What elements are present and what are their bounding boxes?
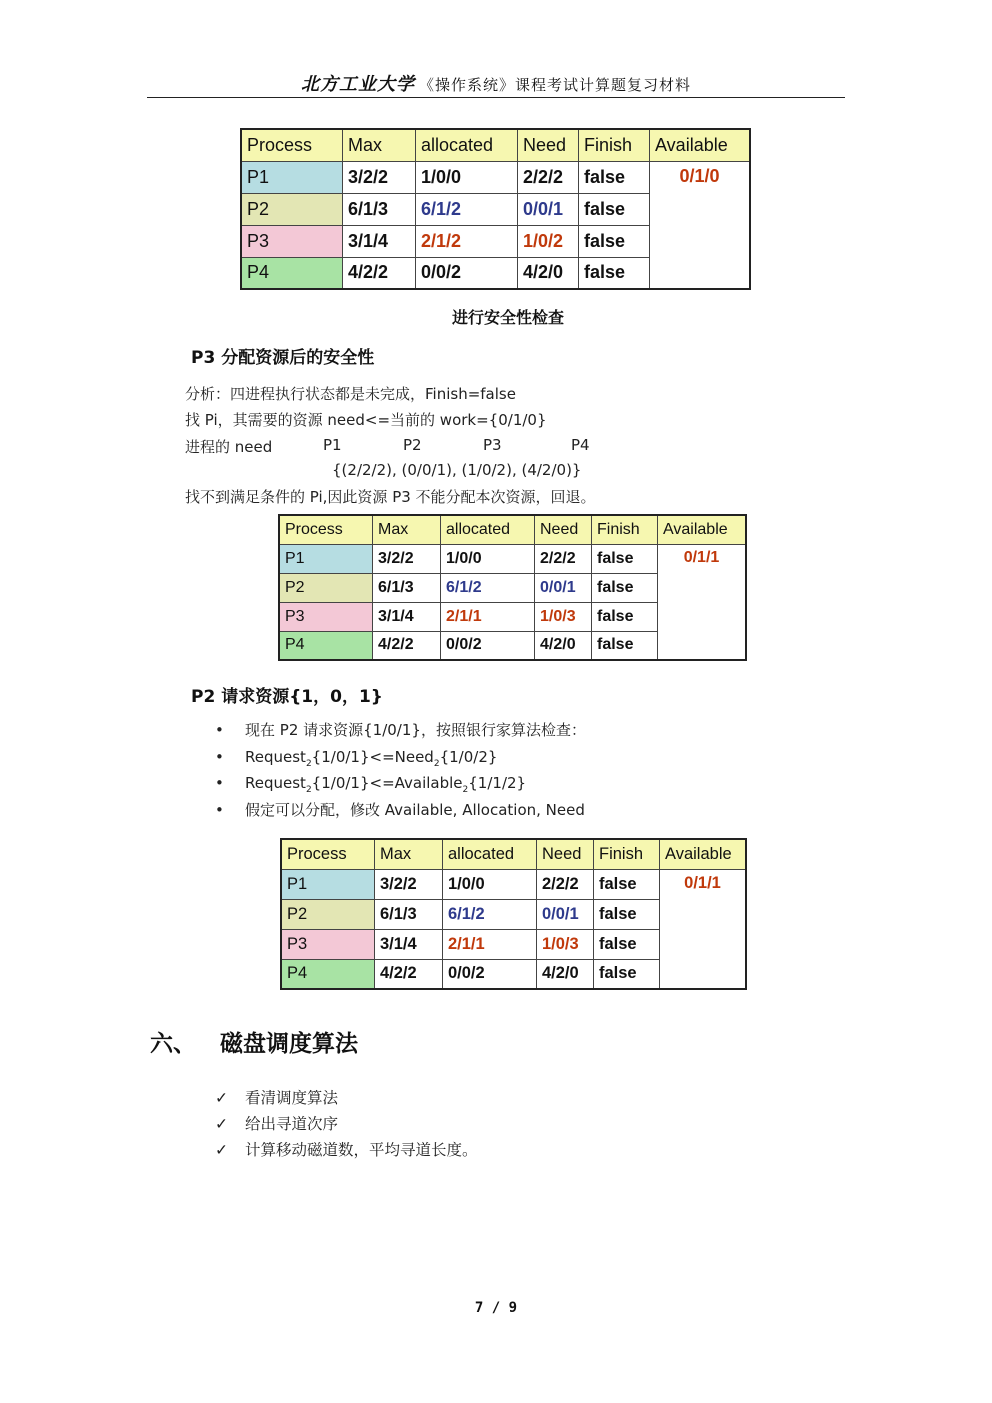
table-row	[281, 869, 746, 899]
col-process: Process	[281, 839, 375, 869]
max-cell: 3/2/2	[375, 869, 443, 899]
available-cell: 0/1/1	[658, 544, 747, 660]
bullet-text: {1/1/2}	[468, 774, 527, 792]
checklist	[215, 1087, 478, 1165]
allocated-cell: 6/1/2	[416, 193, 518, 225]
allocated-cell: 2/1/1	[443, 929, 537, 959]
process-cell: P2	[241, 193, 343, 225]
bullet-text: Request	[245, 747, 306, 766]
list-item	[215, 1139, 478, 1165]
col-allocated: allocated	[443, 839, 537, 869]
need-cell: 4/2/0	[518, 257, 579, 289]
col-finish: Finish	[579, 129, 650, 161]
checkmark-icon: ✓	[215, 1089, 228, 1107]
list-item	[215, 719, 586, 746]
table-header-row	[281, 839, 746, 869]
table-row	[279, 544, 746, 573]
finish-cell: false	[579, 193, 650, 225]
col-process: Process	[241, 129, 343, 161]
header-rule	[147, 97, 845, 98]
col-available: Available	[650, 129, 751, 161]
allocated-cell: 2/1/1	[441, 602, 535, 631]
max-cell: 3/1/4	[373, 602, 441, 631]
allocated-cell: 1/0/0	[416, 161, 518, 193]
bullet-text: {1/0/1}<=Need	[311, 747, 434, 766]
allocated-cell: 0/0/2	[416, 257, 518, 289]
finish-cell: false	[592, 602, 658, 631]
col-allocated: allocated	[416, 129, 518, 161]
process-cell: P4	[281, 959, 375, 989]
allocated-cell: 1/0/0	[443, 869, 537, 899]
banker-table-1	[240, 128, 751, 290]
need-p4-label: P4	[571, 436, 590, 454]
col-available: Available	[658, 515, 747, 544]
need-cell: 4/2/0	[535, 631, 592, 660]
max-cell: 4/2/2	[373, 631, 441, 660]
max-cell: 6/1/3	[343, 193, 416, 225]
section-heading-6	[150, 1025, 358, 1058]
col-finish: Finish	[592, 515, 658, 544]
checkmark-icon: ✓	[215, 1141, 228, 1159]
university-logo: 北方工业大学	[300, 74, 415, 95]
header-title: 《操作系统》课程考试计算题复习材料	[418, 76, 691, 94]
allocated-cell: 2/1/2	[416, 225, 518, 257]
checkmark-icon: ✓	[215, 1115, 228, 1133]
need-cell: 4/2/0	[537, 959, 594, 989]
col-need: Need	[537, 839, 594, 869]
process-cell: P4	[279, 631, 373, 660]
list-item	[215, 772, 586, 799]
max-cell: 4/2/2	[343, 257, 416, 289]
need-cell: 2/2/2	[518, 161, 579, 193]
list-item	[215, 1087, 478, 1113]
need-cell: 1/0/3	[535, 602, 592, 631]
max-cell: 6/1/3	[375, 899, 443, 929]
need-cell: 2/2/2	[537, 869, 594, 899]
col-need: Need	[535, 515, 592, 544]
subscript: 2	[462, 785, 469, 795]
section-title-p3: P3 分配资源后的安全性	[191, 348, 375, 368]
finish-cell: false	[592, 631, 658, 660]
process-cell: P2	[279, 573, 373, 602]
table-header-row	[279, 515, 746, 544]
list-item	[215, 799, 586, 826]
col-max: Max	[375, 839, 443, 869]
max-cell: 4/2/2	[375, 959, 443, 989]
need-cell: 0/0/1	[535, 573, 592, 602]
banker-table-3	[280, 838, 747, 990]
process-cell: P1	[281, 869, 375, 899]
need-p3-label: P3	[483, 436, 502, 454]
process-cell: P3	[281, 929, 375, 959]
analysis-text: 分析：四进程执行状态都是未完成，Finish=false	[185, 385, 516, 403]
process-cell: P2	[281, 899, 375, 929]
finish-cell: false	[594, 929, 660, 959]
table-row	[241, 161, 750, 193]
table-header-row	[241, 129, 750, 161]
bullet-icon: •	[215, 800, 224, 819]
allocated-cell: 0/0/2	[441, 631, 535, 660]
col-available: Available	[660, 839, 747, 869]
max-cell: 3/2/2	[343, 161, 416, 193]
finish-cell: false	[579, 225, 650, 257]
bullet-text: {1/0/1}<=Available	[311, 774, 463, 792]
checklist-text: 看清调度算法	[245, 1089, 339, 1107]
col-allocated: allocated	[441, 515, 535, 544]
finish-cell: false	[579, 257, 650, 289]
finish-cell: false	[594, 869, 660, 899]
page-header	[0, 70, 992, 96]
need-p1-label: P1	[323, 436, 342, 454]
need-label: 进程的 need	[185, 438, 273, 456]
need-values: {(2/2/2), (0/0/1), (1/0/2), (4/2/0)}	[332, 461, 582, 479]
bullet-text: 假定可以分配，修改 Available, Allocation, Need	[245, 800, 585, 819]
list-item	[215, 1113, 478, 1139]
bullet-text: Request	[245, 774, 306, 792]
bullet-icon: •	[215, 747, 224, 766]
subscript: 2	[305, 785, 312, 795]
banker-table-2	[278, 514, 747, 661]
need-cell: 1/0/3	[537, 929, 594, 959]
process-cell: P3	[279, 602, 373, 631]
finish-cell: false	[592, 544, 658, 573]
bullet-text: {1/0/2}	[439, 747, 498, 766]
allocated-cell: 6/1/2	[441, 573, 535, 602]
process-cell: P3	[241, 225, 343, 257]
checklist-text: 计算移动磁道数，平均寻道长度。	[245, 1141, 478, 1159]
finish-cell: false	[592, 573, 658, 602]
finish-cell: false	[594, 899, 660, 929]
need-cell: 0/0/1	[518, 193, 579, 225]
bullet-icon: •	[215, 721, 224, 739]
col-finish: Finish	[594, 839, 660, 869]
allocated-cell: 1/0/0	[441, 544, 535, 573]
need-cell: 1/0/2	[518, 225, 579, 257]
checklist-text: 给出寻道次序	[245, 1115, 339, 1133]
bullet-icon: •	[215, 774, 224, 792]
max-cell: 3/2/2	[373, 544, 441, 573]
section-heading-title: 磁盘调度算法	[220, 1031, 358, 1057]
max-cell: 6/1/3	[373, 573, 441, 602]
col-max: Max	[343, 129, 416, 161]
need-p2-label: P2	[403, 436, 422, 454]
process-cell: P1	[279, 544, 373, 573]
conclusion-text: 找不到满足条件的 Pi,因此资源 P3 不能分配本次资源，回退。	[185, 488, 596, 506]
allocated-cell: 0/0/2	[443, 959, 537, 989]
bullet-text: 现在 P2 请求资源{1/0/1}，按照银行家算法检查：	[245, 721, 586, 739]
page-number: 7 / 9	[474, 1300, 518, 1316]
col-max: Max	[373, 515, 441, 544]
process-cell: P1	[241, 161, 343, 193]
col-process: Process	[279, 515, 373, 544]
available-cell: 0/1/0	[650, 161, 751, 289]
need-cell: 2/2/2	[535, 544, 592, 573]
process-cell: P4	[241, 257, 343, 289]
subscript: 2	[433, 758, 440, 769]
list-item	[215, 746, 586, 773]
section-title-p2: P2 请求资源{1，0，1}	[191, 687, 383, 707]
max-cell: 3/1/4	[375, 929, 443, 959]
section-number: 六、	[150, 1031, 196, 1057]
available-cell: 0/1/1	[660, 869, 747, 989]
allocated-cell: 6/1/2	[443, 899, 537, 929]
find-pi-text: 找 Pi，其需要的资源 need<=当前的 work={0/1/0}	[185, 411, 547, 429]
col-need: Need	[518, 129, 579, 161]
table-caption: 进行安全性检查	[452, 308, 565, 327]
max-cell: 3/1/4	[343, 225, 416, 257]
bullet-list	[215, 719, 586, 825]
finish-cell: false	[579, 161, 650, 193]
finish-cell: false	[594, 959, 660, 989]
subscript: 2	[305, 758, 312, 769]
need-cell: 0/0/1	[537, 899, 594, 929]
